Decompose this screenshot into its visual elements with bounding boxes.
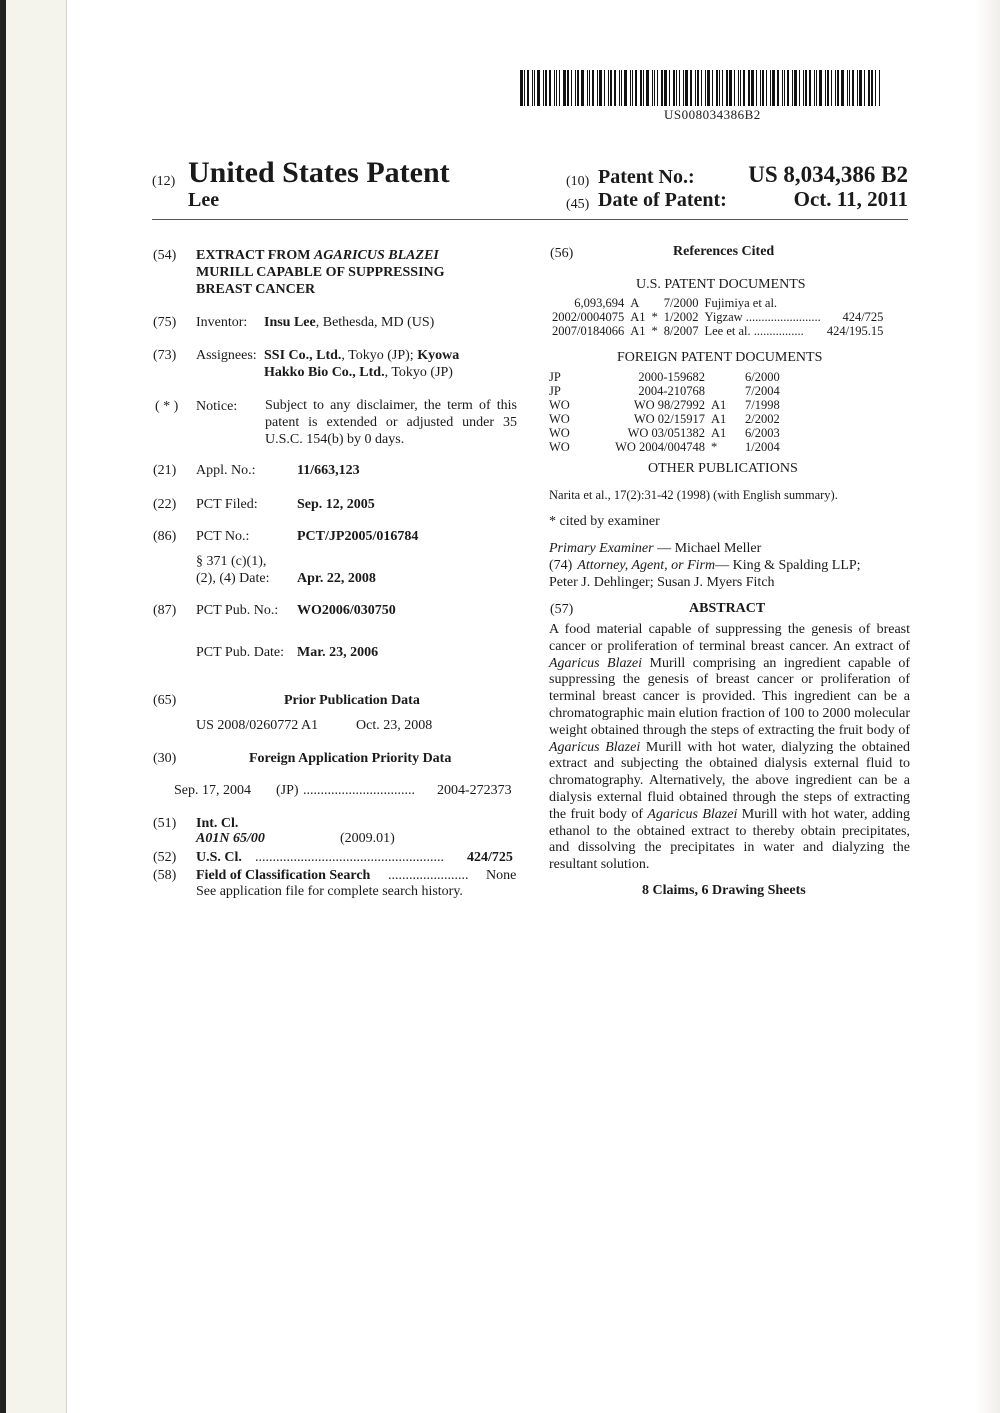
barcode-bar [545, 70, 547, 106]
attorney-line1 [549, 557, 910, 574]
barcode-bar [816, 70, 817, 106]
abstract-species: Agaricus Blazei [549, 655, 643, 671]
priority-leader-dots: ................................ [303, 783, 415, 798]
barcode-bar [685, 70, 688, 106]
pct-filed: Sep. 12, 2005 [297, 497, 375, 512]
primary-examiner-label: Primary Examiner [549, 541, 654, 556]
title-text: EXTRACT FROM [196, 248, 314, 263]
code-75: (75) [153, 315, 177, 330]
patent-title: United States Patent [188, 156, 450, 189]
barcode-bar [520, 70, 523, 106]
barcode-bar [575, 70, 576, 106]
patent-number: US 8,034,386 B2 [748, 162, 908, 187]
foreign-docs-heading: FOREIGN PATENT DOCUMENTS [617, 350, 823, 365]
barcode-bar [549, 70, 551, 106]
foreign-doc-row [546, 398, 783, 412]
barcode-bar [556, 70, 557, 106]
assignees-line1 [264, 347, 459, 364]
barcode-bar [792, 70, 793, 106]
barcode-bar [849, 70, 850, 106]
other-publication: Narita et al., 17(2):31-42 (1998) (with English summary). [549, 488, 838, 502]
pct-pub-date: Mar. 23, 2006 [297, 645, 379, 660]
doc-class [824, 296, 887, 310]
doc-kind: A1 [711, 426, 727, 440]
barcode-bar [784, 70, 785, 106]
barcode-bar [599, 70, 602, 106]
priority-date: Sep. 17, 2004 [174, 783, 251, 798]
barcode-bar [827, 70, 829, 106]
doc-country: WO [549, 398, 570, 412]
code-notice: ( * ) [155, 399, 179, 414]
field-search-label: Field of Classification Search [196, 868, 371, 883]
page-margin-strip [6, 0, 67, 1413]
barcode-bar [669, 70, 670, 106]
attorney-label: Attorney, Agent, or Firm [577, 558, 716, 573]
abstract-heading: ABSTRACT [689, 601, 766, 616]
barcode-bar [748, 70, 750, 106]
barcode-bar [635, 70, 637, 106]
barcode-bar [690, 70, 692, 106]
barcode-bar [831, 70, 832, 106]
pct-pub-no: WO2006/030750 [297, 603, 396, 618]
date-of-patent-label: Date of Patent: [598, 189, 727, 211]
header-rule [152, 219, 908, 220]
barcode-bar [857, 70, 858, 106]
doc-kind [708, 384, 742, 398]
inventor-location: , Bethesda, MD (US) [315, 315, 435, 330]
doc-country: WO [549, 426, 570, 440]
barcode-bar [712, 70, 713, 106]
barcode-bar [868, 70, 870, 106]
barcode-bar [772, 70, 775, 106]
barcode-bar [740, 70, 741, 106]
barcode-bar [743, 70, 745, 106]
us-docs-heading: U.S. PATENT DOCUMENTS [636, 277, 806, 292]
doc-country: JP [549, 370, 561, 384]
doc-date: 1/2002 [663, 310, 699, 324]
doc-number: 2004-210768 [638, 384, 705, 398]
code-54: (54) [153, 248, 177, 263]
barcode-bar [676, 70, 677, 106]
appl-no: 11/663,123 [297, 463, 360, 478]
s371-label-line1: § 371 (c)(1), [196, 554, 267, 569]
doc-name: Fujimiya et al. [704, 296, 778, 310]
barcode-bar [697, 70, 699, 106]
barcode-bar [762, 70, 764, 106]
code-65: (65) [153, 693, 177, 708]
doc-number: WO 98/27992 [633, 398, 705, 412]
assignees-line2 [264, 364, 453, 381]
doc-kind: A1 [630, 324, 646, 338]
pct-pub-no-label: PCT Pub. No.: [196, 603, 279, 618]
abstract-part: Murill with hot water, adding ethanol to the obtained extract to thereby obtain precipitates, and dissolving the precipitates in water and dialyzing the resultant solution. [549, 806, 910, 873]
code-56: (56) [550, 246, 574, 261]
code-51: (51) [153, 816, 177, 831]
barcode-bar [787, 70, 789, 106]
code-58: (58) [153, 868, 177, 883]
abstract-text [549, 622, 910, 874]
doc-class: 424/195.15 [826, 324, 884, 338]
doc-date: 6/2000 [745, 370, 780, 384]
barcode-bar [751, 70, 754, 106]
barcode-bar [554, 70, 555, 106]
barcode-bar [705, 70, 706, 106]
doc-name: Lee et al. ................ [704, 324, 804, 338]
barcode-bar [871, 70, 873, 106]
abstract-part: Murill comprising an ingredient capable of suppressing the genesis of breast cancer or proliferation of terminal breast cancer is provided. This ingredient can be a chromatographic main elution fraction of 100 to 2000 molecular weight obtained through the steps of extracting the fruit body of [549, 655, 911, 738]
barcode-bar [589, 70, 590, 106]
barcode-bar [597, 70, 598, 106]
foreign-doc-row [546, 384, 783, 398]
foreign-doc-row [546, 412, 783, 426]
assignee-2-part1: Kyowa [417, 348, 460, 363]
us-cl-label: U.S. Cl. [196, 850, 242, 865]
barcode-bar [624, 70, 627, 106]
barcode-bar [537, 70, 540, 106]
inventor-value [264, 314, 434, 331]
us-cl-leader-dots: ...................................................... [255, 850, 444, 865]
assignee-2-part2: Hakko Bio Co., Ltd. [264, 365, 385, 380]
doc-date: 8/2007 [663, 324, 699, 338]
doc-name: Yigzaw ........................ [704, 310, 821, 324]
barcode-bar [707, 70, 710, 106]
barcode-bar [794, 70, 797, 106]
us-doc-row [549, 324, 886, 338]
field-search-leader-dots: ....................... [388, 868, 469, 883]
invention-title-line2: MURILL CAPABLE OF SUPPRESSING [196, 265, 445, 280]
int-cl-label: Int. Cl. [196, 816, 239, 831]
assignee-1: SSI Co., Ltd. [264, 348, 342, 363]
doc-mark: * [651, 324, 658, 338]
code-21: (21) [153, 463, 177, 478]
doc-country: WO [549, 412, 570, 426]
us-doc-row [549, 310, 886, 324]
abstract-species: Agaricus Blazei [647, 806, 738, 822]
pct-filed-label: PCT Filed: [196, 497, 258, 512]
barcode-bar [527, 70, 529, 106]
priority-no: 2004-272373 [437, 783, 512, 798]
barcode-bar [592, 70, 594, 106]
barcode-bar [559, 70, 560, 106]
code-22: (22) [153, 497, 177, 512]
doc-mark: * [651, 310, 658, 324]
barcode-bar [571, 70, 572, 106]
barcode-bar [621, 70, 622, 106]
inventor-label: Inventor: [196, 315, 248, 330]
barcode-bar [809, 70, 811, 106]
barcode-bar [646, 70, 649, 106]
foreign-patent-docs-table [546, 370, 783, 454]
doc-date: 1/2004 [745, 440, 780, 454]
barcode-bar [661, 70, 663, 106]
s371-date: Apr. 22, 2008 [297, 571, 376, 586]
int-cl-version: (2009.01) [340, 831, 395, 846]
doc-date: 7/2004 [745, 384, 780, 398]
barcode-bar [835, 70, 836, 106]
doc-date: 2/2002 [745, 412, 780, 426]
doc-kind: A1 [630, 310, 646, 324]
page-edge-shade [975, 0, 1000, 1413]
code-52: (52) [153, 850, 177, 865]
us-cl: 424/725 [467, 850, 513, 865]
field-search-note: See application file for complete search history. [196, 884, 463, 899]
doc-number: 2000-159682 [638, 370, 705, 384]
doc-number: WO 02/15917 [633, 412, 705, 426]
barcode-bar [760, 70, 761, 106]
doc-kind: * [711, 440, 718, 454]
assignee-1-location: , Tokyo (JP); [341, 348, 418, 363]
cited-note: * cited by examiner [549, 514, 660, 529]
barcode-bar [782, 70, 783, 106]
barcode-bar [604, 70, 605, 106]
barcode-bar [619, 70, 620, 106]
barcode-bar [852, 70, 854, 106]
barcode-bar [679, 70, 680, 106]
code-12: (12) [152, 174, 176, 189]
barcode-bar [814, 70, 815, 106]
barcode-bar [608, 70, 609, 106]
barcode-bar [859, 70, 862, 106]
foreign-doc-row [546, 426, 783, 440]
doc-kind: A [630, 296, 640, 310]
barcode-bar [805, 70, 807, 106]
doc-date: 7/1998 [745, 398, 780, 412]
foreign-priority-heading: Foreign Application Priority Data [249, 751, 452, 766]
int-cl-code: A01N 65/00 [196, 831, 265, 846]
barcode-bar [716, 70, 718, 106]
abstract-part: Murill with hot water, dialyzing the obtained extract and subjecting the obtained dialysis external fluid to chromatography. Alternatively, the above ingredient can be a dialysis external fluid obtained through the steps of extracting the fruit body of [549, 739, 911, 822]
patent-no-label: Patent No.: [598, 166, 695, 188]
barcode-bar [683, 70, 684, 106]
s371-label-line2: (2), (4) Date: [196, 571, 270, 586]
barcode-bar [543, 70, 544, 106]
code-45: (45) [566, 197, 590, 212]
barcode-bar [799, 70, 800, 106]
barcode-bar [632, 70, 633, 106]
prior-pub-date: Oct. 23, 2008 [356, 718, 433, 733]
barcode-bar [524, 70, 525, 106]
notice-label: Notice: [196, 399, 238, 414]
assignees-label: Assignees: [196, 348, 257, 363]
claims-summary: 8 Claims, 6 Drawing Sheets [642, 883, 806, 898]
code-87: (87) [153, 603, 177, 618]
barcode-bar [825, 70, 826, 106]
barcode-bar [803, 70, 804, 106]
code-57: (57) [550, 602, 574, 617]
barcode-bar [722, 70, 723, 106]
barcode-bar [726, 70, 728, 106]
title-species: AGARICUS BLAZEI [313, 248, 439, 263]
doc-date: 7/2000 [663, 296, 699, 310]
barcode-bar [841, 70, 844, 106]
doc-number: 2002/0004075 [552, 310, 625, 324]
doc-number: WO 03/051382 [627, 426, 705, 440]
barcode-bar [729, 70, 732, 106]
barcode-bar [664, 70, 667, 106]
doc-kind [708, 370, 742, 384]
barcode-bar [701, 70, 702, 106]
barcode-bar [837, 70, 839, 106]
barcode-bar [577, 70, 579, 106]
attorney-firm: — King & Spalding LLP; [715, 558, 861, 573]
barcode-bar [534, 70, 535, 106]
barcode-bar [587, 70, 588, 106]
code-74: (74) [549, 558, 573, 573]
invention-title-line3: BREAST CANCER [196, 282, 316, 297]
prior-pub-no: US 2008/0260772 A1 [196, 718, 319, 733]
us-doc-row [549, 296, 886, 310]
barcode-number: US008034386B2 [664, 107, 761, 122]
doc-date: 6/2003 [745, 426, 780, 440]
other-pubs-heading: OTHER PUBLICATIONS [648, 461, 798, 476]
barcode-bar [673, 70, 675, 106]
prior-pub-heading: Prior Publication Data [284, 693, 420, 708]
barcode-bar [695, 70, 696, 106]
barcode-bar [640, 70, 642, 106]
barcode-bar [610, 70, 612, 106]
barcode-bar [719, 70, 720, 106]
barcode-bar [657, 70, 658, 106]
barcode-bar [630, 70, 631, 106]
barcode-bar [734, 70, 735, 106]
foreign-doc-row [546, 370, 783, 384]
pct-pub-date-label: PCT Pub. Date: [196, 645, 285, 660]
barcode-bar [532, 70, 533, 106]
abstract-species: Agaricus Blazei [549, 739, 641, 755]
notice-text: Subject to any disclaimer, the term of this patent is extended or adjusted under 35 U.S.C. 154(b) by 0 days. [265, 398, 517, 447]
barcode-bar [770, 70, 771, 106]
code-73: (73) [153, 348, 177, 363]
barcode-bar [738, 70, 739, 106]
barcode [520, 70, 908, 106]
pct-no-label: PCT No.: [196, 529, 250, 544]
assignee-2-location: , Tokyo (JP) [384, 365, 453, 380]
barcode-bar [766, 70, 767, 106]
doc-mark [649, 296, 661, 310]
barcode-bar [777, 70, 779, 106]
appl-no-label: Appl. No.: [196, 463, 256, 478]
doc-kind: A1 [711, 412, 727, 426]
doc-kind: A1 [711, 398, 727, 412]
barcode-bar [567, 70, 569, 106]
pct-no: PCT/JP2005/016784 [297, 529, 419, 544]
doc-number: 2007/0184066 [552, 324, 625, 338]
priority-country: (JP) [276, 783, 299, 798]
code-86: (86) [153, 529, 177, 544]
field-search-value: None [486, 868, 517, 883]
barcode-bar [563, 70, 566, 106]
attorney-line2: Peter J. Dehlinger; Susan J. Myers Fitch [549, 575, 775, 590]
barcode-bar [652, 70, 653, 106]
abstract-part: A food material capable of suppressing the genesis of breast cancer or proliferation of terminal breast cancer. An extract of [549, 622, 910, 654]
inventor-name: Insu Lee [264, 315, 316, 330]
primary-examiner [549, 540, 761, 557]
barcode-bar [654, 70, 655, 106]
barcode-bar [614, 70, 616, 106]
code-30: (30) [153, 751, 177, 766]
barcode-bar [643, 70, 644, 106]
foreign-doc-row [546, 440, 783, 454]
doc-number: WO 2004/004748 [615, 440, 705, 454]
date-of-patent: Oct. 11, 2011 [793, 187, 908, 211]
barcode-bar [581, 70, 584, 106]
us-patent-docs-table [549, 296, 886, 338]
barcode-bar [864, 70, 865, 106]
barcode-bar [875, 70, 876, 106]
barcode-bar [847, 70, 848, 106]
doc-number: 6,093,694 [574, 296, 625, 310]
code-10: (10) [566, 174, 590, 189]
primary-examiner-name: — Michael Meller [653, 541, 762, 556]
doc-country: JP [549, 384, 561, 398]
barcode-bar [879, 70, 880, 106]
doc-class: 424/725 [842, 310, 884, 324]
doc-country: WO [549, 440, 570, 454]
invention-title-line1 [196, 247, 439, 264]
barcode-bar [756, 70, 757, 106]
inventor-surname: Lee [188, 189, 220, 211]
barcode-bar [819, 70, 822, 106]
references-heading: References Cited [673, 244, 775, 259]
